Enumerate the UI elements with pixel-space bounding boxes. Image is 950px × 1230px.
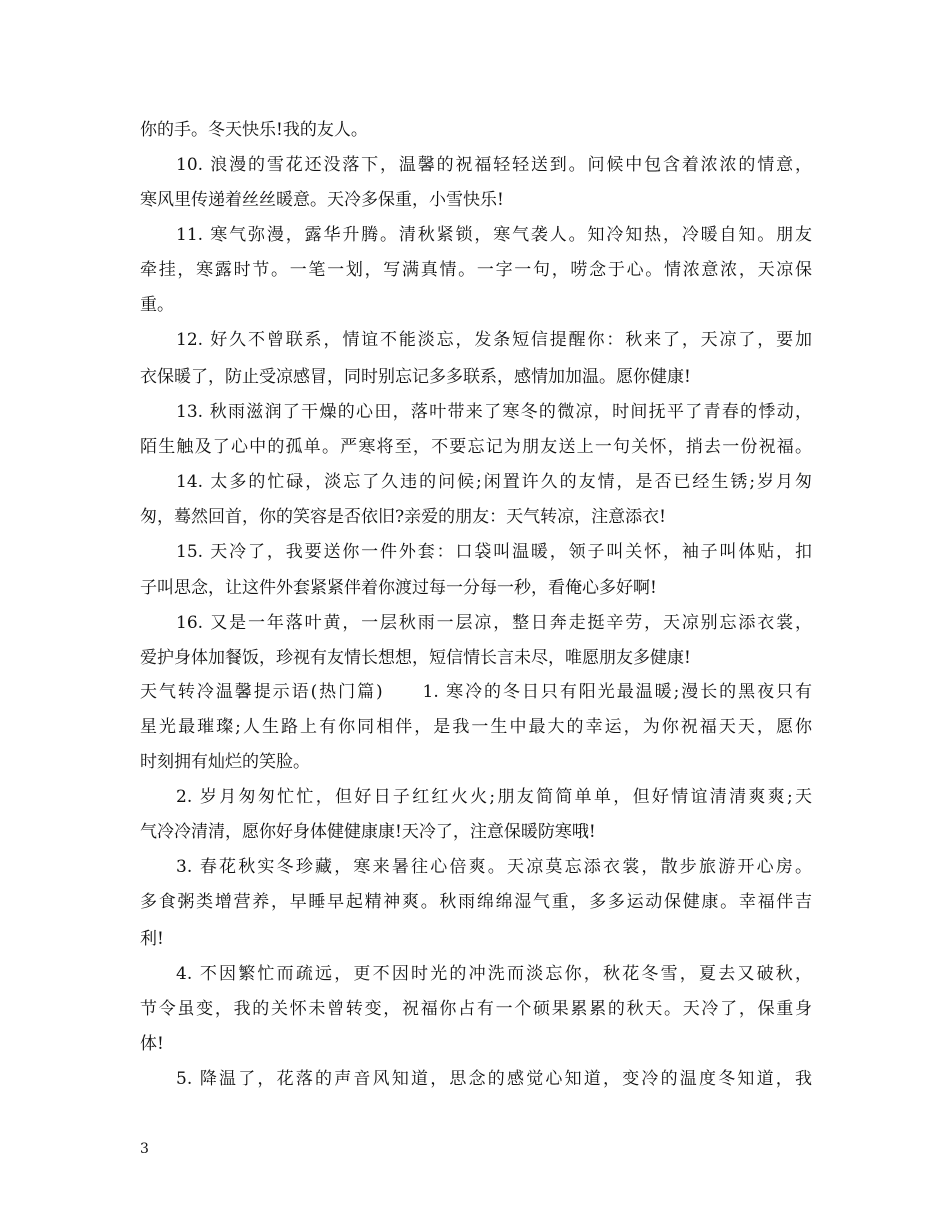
text-line: 节令虽变，我的关怀未曾转变，祝福你占有一个硕果累累的秋天。天冷了，保重身 xyxy=(140,999,812,1019)
text-line: 牵挂，寒露时节。一笔一划，写满真情。一字一句，唠念于心。情浓意浓，天凉保 xyxy=(140,260,812,280)
text-line: 2. 岁月匆匆忙忙，但好日子红红火火;朋友简简单单，但好情谊清清爽爽;天 xyxy=(176,787,812,807)
text-line: 子叫思念，让这件外套紧紧伴着你渡过每一分每一秒，看俺心多好啊! xyxy=(140,578,657,598)
text-line: 陌生触及了心中的孤单。严寒将至，不要忘记为朋友送上一句关怀，捎去一份祝福。 xyxy=(140,437,812,457)
text-line: 多食粥类增营养，早睡早起精神爽。秋雨绵绵湿气重，多多运动保健康。幸福伴吉 xyxy=(140,892,812,912)
text-line: 10. 浪漫的雪花还没落下，温馨的祝福轻轻送到。问候中包含着浓浓的情意， xyxy=(176,155,812,175)
text-line: 爱护身体加餐饭，珍视有友情长想想，短信情长言未尽，唯愿朋友多健康! xyxy=(140,648,691,668)
text-line: 天气转冷温馨提示语(热门篇) 1. 寒冷的冬日只有阳光最温暖;漫长的黑夜只有 xyxy=(140,682,812,702)
text-line: 12. 好久不曾联系，情谊不能淡忘，发条短信提醒你：秋来了，天凉了，要加 xyxy=(176,330,812,350)
text-line: 重。 xyxy=(140,295,174,315)
text-line: 4. 不因繁忙而疏远，更不因时光的冲洗而淡忘你，秋花冬雪，夏去又破秋， xyxy=(176,964,812,984)
text-line: 5. 降温了，花落的声音风知道，思念的感觉心知道，变冷的温度冬知道，我 xyxy=(176,1069,812,1089)
page-number: 3 xyxy=(140,1141,149,1157)
text-line: 13. 秋雨滋润了干燥的心田，落叶带来了寒冬的微凉，时间抚平了青春的悸动， xyxy=(176,402,812,422)
text-line: 星光最璀璨;人生路上有你同相伴，是我一生中最大的幸运，为你祝福天天，愿你 xyxy=(140,717,812,737)
text-line: 你的手。冬天快乐!我的友人。 xyxy=(140,120,368,140)
text-line: 11. 寒气弥漫，露华升腾。清秋紧锁，寒气袭人。知冷知热，冷暖自知。朋友 xyxy=(176,225,812,245)
text-line: 14. 太多的忙碌，淡忘了久违的问候;闲置许久的友情，是否已经生锈;岁月匆 xyxy=(176,472,812,492)
text-line: 气冷冷清清，愿你好身体健健康康!天冷了，注意保暖防寒哦! xyxy=(140,822,596,842)
text-line: 寒风里传递着丝丝暖意。天冷多保重，小雪快乐! xyxy=(140,190,504,210)
text-line: 利! xyxy=(140,929,164,949)
text-line: 15. 天冷了，我要送你一件外套：口袋叫温暖，领子叫关怀，袖子叫体贴，扣 xyxy=(176,542,812,562)
text-line: 衣保暖了，防止受凉感冒，同时别忘记多多联系，感情加加温。愿你健康! xyxy=(140,367,691,387)
text-line: 体! xyxy=(140,1034,164,1054)
text-line: 时刻拥有灿烂的笑脸。 xyxy=(140,752,310,772)
text-line: 3. 春花秋实冬珍藏，寒来暑往心倍爽。天凉莫忘添衣裳，散步旅游开心房。 xyxy=(176,857,812,877)
text-line: 16. 又是一年落叶黄，一层秋雨一层凉，整日奔走挺辛劳，天凉别忘添衣裳， xyxy=(176,613,812,633)
text-line: 匆，蓦然回首，你的笑容是否依旧?亲爱的朋友：天气转凉，注意添衣! xyxy=(140,507,666,527)
